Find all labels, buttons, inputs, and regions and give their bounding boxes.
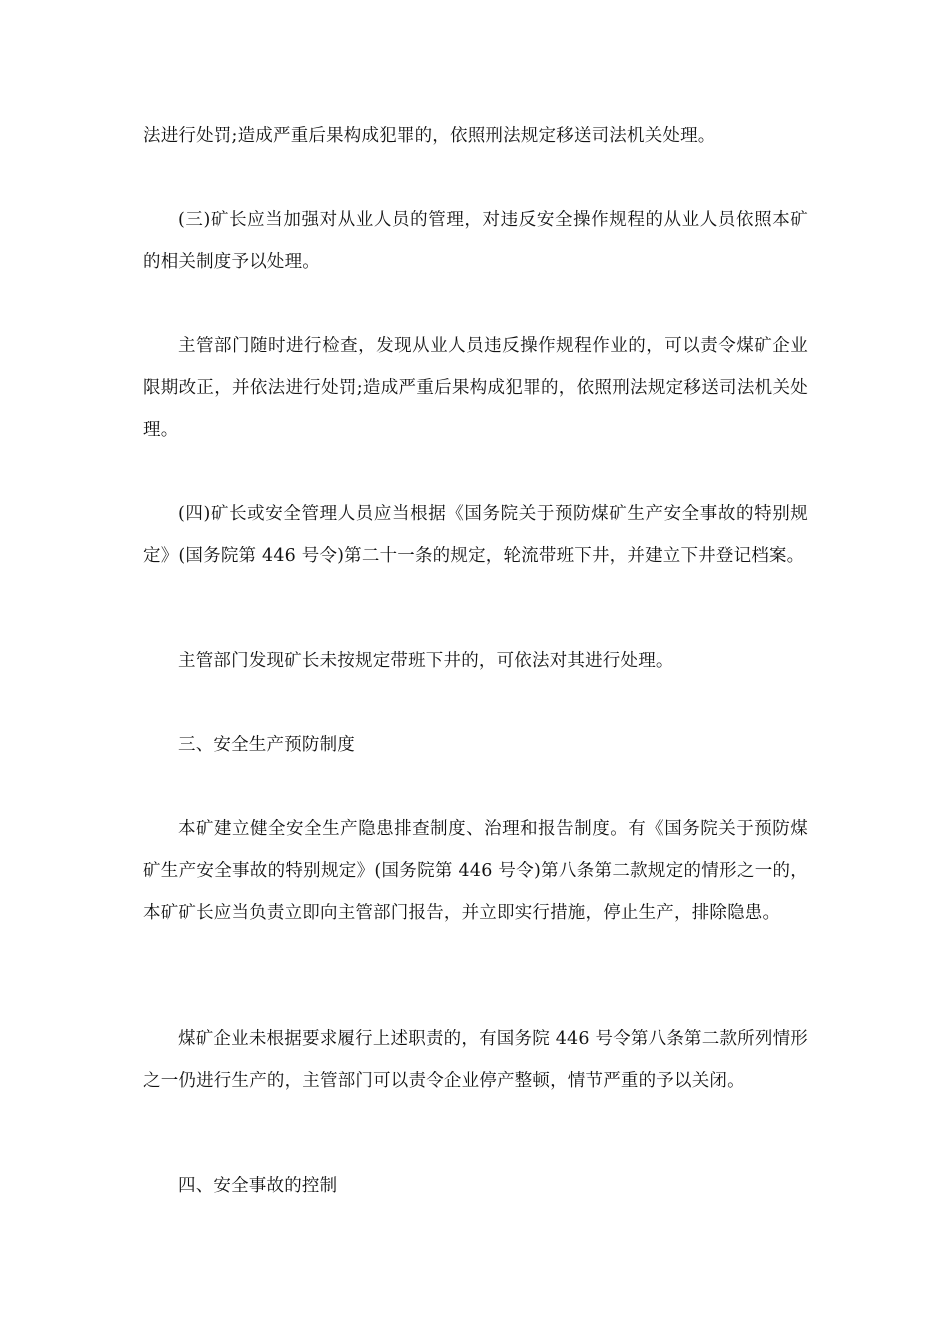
section-heading-4: 四、安全事故的控制 bbox=[178, 1176, 338, 1196]
section-heading-3: 三、安全生产预防制度 bbox=[178, 735, 355, 755]
paragraph-inspection-2: 主管部门发现矿长未按规定带班下井的，可依法对其进行处理。 bbox=[178, 651, 674, 671]
paragraph-inspection-1: 主管部门随时进行检查，发现从业人员违反操作规程作业的，可以责令煤矿企业限期改正，并依法进行处罚;造成严重后果构成犯罪的，依照刑法规定移送司法机关处理。 bbox=[143, 336, 808, 440]
paragraph-item-4: (四)矿长或安全管理人员应当根据《国务院关于预防煤矿生产安全事故的特别规定》(国务院第 446 号令)第二十一条的规定，轮流带班下井，并建立下井登记档案。 bbox=[143, 504, 808, 566]
paragraph-penalty: 煤矿企业未根据要求履行上述职责的，有国务院 446 号令第八条第二款所列情形之一仍进行生产的，主管部门可以责令企业停产整顿，情节严重的予以关闭。 bbox=[143, 1029, 808, 1091]
paragraph-prevention: 本矿建立健全安全生产隐患排查制度、治理和报告制度。有《国务院关于预防煤矿生产安全事故的特别规定》(国务院第 446 号令)第八条第二款规定的情形之一的，本矿矿长应当负责立即向主管部门报告，并立即实行措施，停止生产，排除隐患。 bbox=[143, 819, 808, 923]
paragraph-item-3: (三)矿长应当加强对从业人员的管理，对违反安全操作规程的从业人员依照本矿的相关制度予以处理。 bbox=[143, 210, 808, 272]
paragraph-continuation: 法进行处罚;造成严重后果构成犯罪的，依照刑法规定移送司法机关处理。 bbox=[143, 126, 716, 146]
